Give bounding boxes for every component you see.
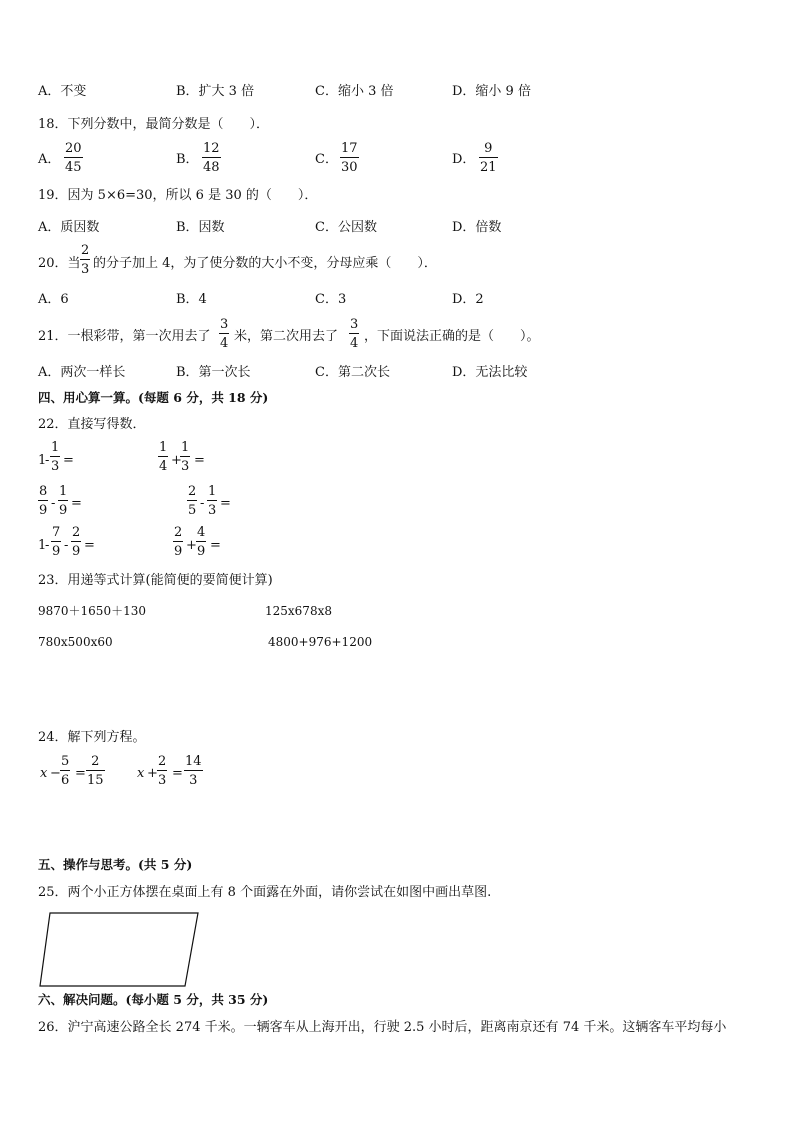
- q20-option-c: C．3: [315, 292, 347, 307]
- section-5-heading: 五、操作与思考。(共 5 分): [38, 857, 193, 872]
- q23-expr-1: 9870＋1650＋130: [38, 604, 146, 618]
- q21-option-c: C．第二次长: [315, 365, 390, 380]
- q18-fraction-b: $\frac{12}{48}$: [203, 141, 220, 175]
- q18-letter-d: D．: [452, 152, 476, 167]
- q19-option-c: C．公因数: [315, 220, 377, 235]
- q18-stem: 18．下列分数中，最简分数是（ ）．: [38, 117, 270, 132]
- q21-option-a: A．两次一样长: [38, 365, 126, 380]
- q23-expr-3: 780x500x60: [38, 635, 113, 649]
- q22-stem: 22．直接写得数．: [38, 417, 146, 432]
- q17-option-a: A．不变: [38, 84, 87, 99]
- q23-stem: 23．用递等式计算(能简便的要简便计算): [38, 573, 273, 588]
- q17-option-b: B．扩大 3 倍: [176, 84, 255, 99]
- q20-option-a: A．6: [38, 292, 69, 307]
- q21-middle: 米，第二次用去了: [234, 329, 339, 344]
- q21-fraction-2: $\frac{3}{4}$: [350, 317, 359, 351]
- q20-option-d: D．2: [452, 292, 484, 307]
- q20-fraction: $\frac{2}{3}$: [81, 243, 90, 277]
- q23-expr-2: 125x678x8: [265, 604, 332, 618]
- q19-option-b: B．因数: [176, 220, 225, 235]
- q19-option-a: A．质因数: [38, 220, 100, 235]
- q20-suffix: 的分子加上 4，为了使分数的大小不变，分母应乘（ ）．: [93, 256, 437, 271]
- q25-stem: 25．两个小正方体摆在桌面上有 8 个面露在外面，请你尝试在如图中画出草图.: [38, 885, 492, 900]
- q21-fraction-1: $\frac{3}{4}$: [220, 317, 229, 351]
- parallelogram-figure: [38, 910, 203, 990]
- q19-stem: 19．因为 5×6=30，所以 6 是 30 的（ ）．: [38, 188, 318, 203]
- q21-prefix: 21．一根彩带，第一次用去了: [38, 329, 211, 344]
- q18-fraction-d: $\frac{9}{21}$: [480, 141, 497, 175]
- q21-suffix: ，下面说法正确的是（ ）。: [364, 329, 540, 344]
- q26-stem: 26．沪宁高速公路全长 274 千米。一辆客车从上海开出，行驶 2.5 小时后，距离南京还有 74 千米。这辆客车平均每小: [38, 1020, 727, 1035]
- section-4-heading: 四、用心算一算。(每题 6 分，共 18 分): [38, 390, 269, 405]
- q18-letter-b: B．: [176, 152, 199, 167]
- q21-option-b: B．第一次长: [176, 365, 251, 380]
- q18-letter-c: C．: [315, 152, 338, 167]
- q18-letter-a: A．: [38, 152, 61, 167]
- section-6-heading: 六、解决问题。(每小题 5 分，共 35 分): [38, 992, 269, 1007]
- q24-stem: 24．解下列方程。: [38, 730, 146, 745]
- q18-fraction-a: $\frac{20}{45}$: [65, 141, 82, 175]
- q18-fraction-c: $\frac{17}{30}$: [341, 141, 358, 175]
- q17-option-c: C．缩小 3 倍: [315, 84, 394, 99]
- q20-prefix: 20．当: [38, 256, 81, 271]
- q23-expr-4: 4800+976+1200: [268, 635, 373, 649]
- q20-option-b: B．4: [176, 292, 207, 307]
- q17-option-d: D．缩小 9 倍: [452, 84, 531, 99]
- q19-option-d: D．倍数: [452, 220, 502, 235]
- q21-option-d: D．无法比较: [452, 365, 528, 380]
